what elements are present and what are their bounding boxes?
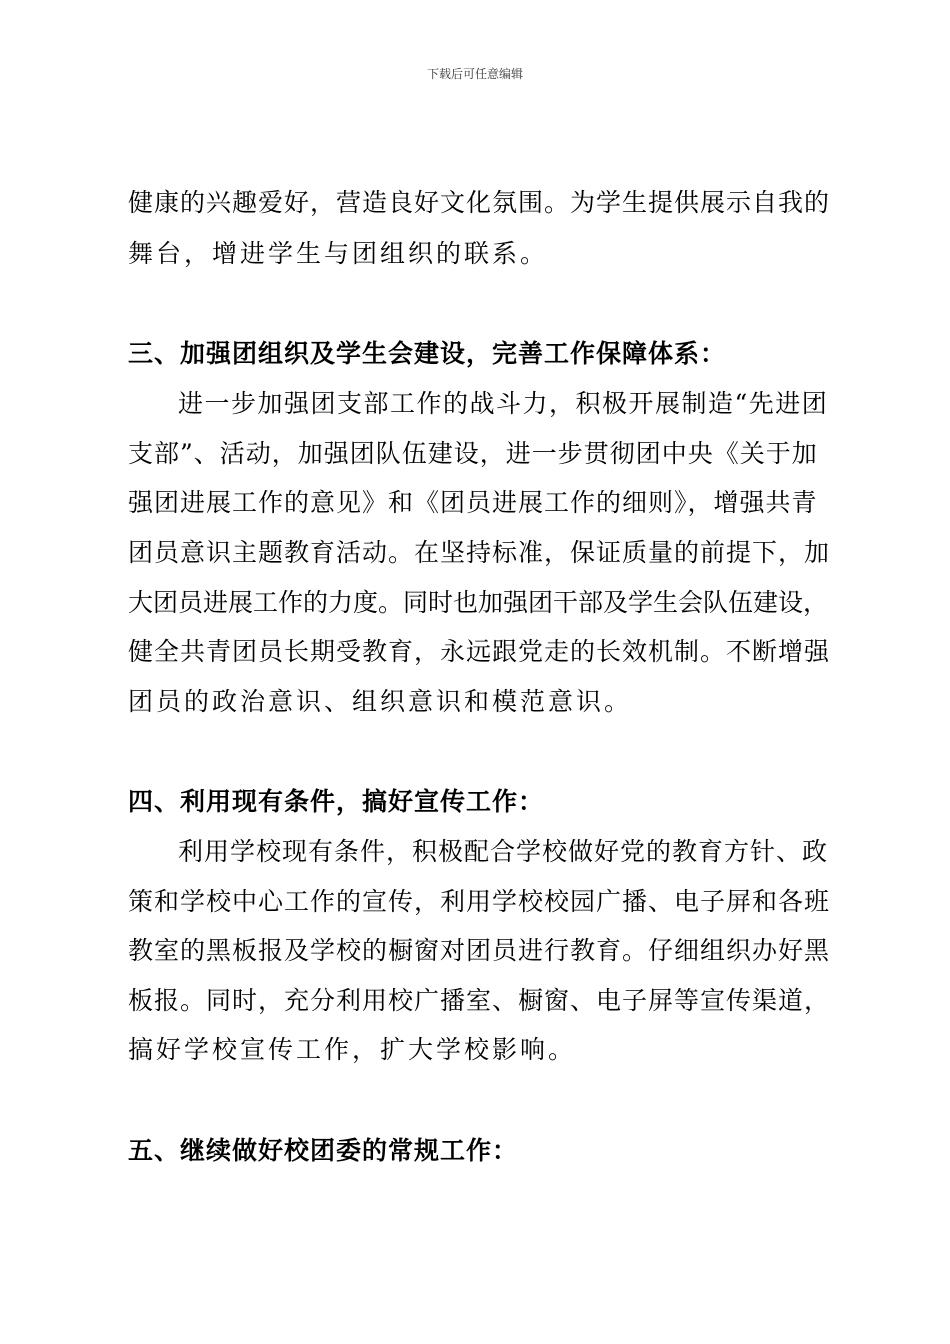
page-header-note: 下载后可任意编辑: [426, 67, 523, 81]
paragraph-line: 健康的兴趣爱好，营造良好文化氛围。为学生提供展示自我的: [128, 188, 831, 217]
paragraph-line: 强团进展工作的意见》和《团员进展工作的细则》，增强共青: [128, 488, 818, 517]
section-heading-4: 四、利用现有条件，搞好宣传工作：: [128, 787, 545, 816]
section-heading-5: 五、继续做好校团委的常规工作：: [128, 1136, 519, 1165]
paragraph-line: 搞好学校宣传工作，扩大学校影响。: [128, 1035, 577, 1064]
paragraph-line: 支部”、活动，加强团队伍建设，进一步贯彻团中央《关于加: [128, 439, 818, 468]
paragraph-line: 健全共青团员长期受教育，永远跟党走的长效机制。不断增强: [128, 637, 831, 666]
section-heading-3: 三、加强团组织及学生会建设，完善工作保障体系：: [128, 339, 727, 368]
paragraph-line: 利用学校现有条件，积极配合学校做好党的教育方针、政: [178, 837, 829, 866]
paragraph-line: 教室的黑板报及学校的橱窗对团员进行教育。仔细组织办好黑: [128, 936, 831, 965]
paragraph-line: 团员意识主题教育活动。在坚持标准，保证质量的前提下，加: [128, 538, 831, 567]
paragraph-line: 团员的政治意识、组织意识和模范意识。: [128, 687, 633, 716]
paragraph-line: 进一步加强团支部工作的战斗力，积极开展制造“先进团: [178, 389, 829, 418]
paragraph-line: 板报。同时，充分利用校广播室、橱窗、电子屏等宣传渠道，: [128, 986, 831, 1015]
paragraph-line: 舞台，增进学生与团组织的联系。: [128, 239, 549, 268]
paragraph-line: 大团员进展工作的力度。同时也加强团干部及学生会队伍建设，: [128, 588, 829, 617]
paragraph-line: 策和学校中心工作的宣传，利用学校校园广播、电子屏和各班: [128, 887, 831, 916]
